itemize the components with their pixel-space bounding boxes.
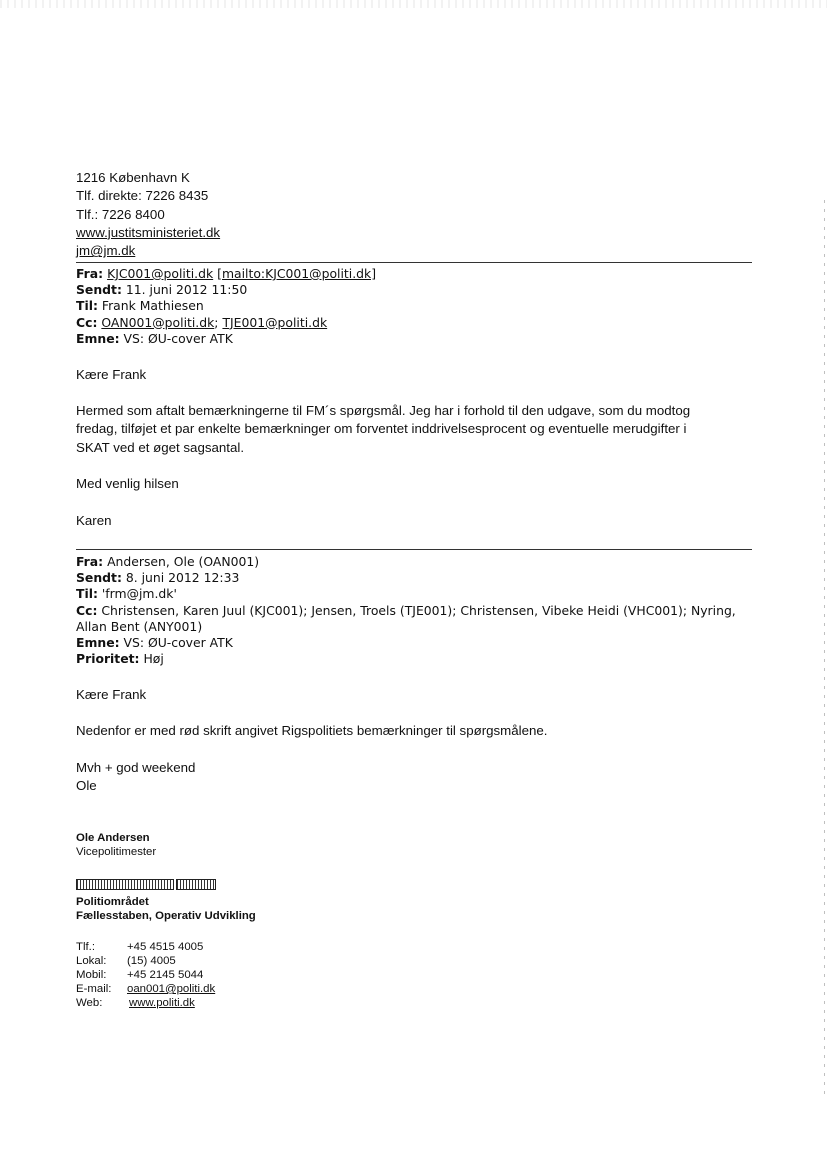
signature-web-link[interactable]: www.politi.dk xyxy=(129,997,195,1009)
separator-2 xyxy=(76,549,752,550)
closing-line-2: Ole xyxy=(76,778,97,794)
sent-value: 8. juni 2012 12:33 xyxy=(125,570,240,586)
email1-closing: Med venlig hilsen xyxy=(76,476,179,491)
to-label: Til: xyxy=(76,586,98,602)
from-address-link[interactable]: KJC001@politi.dk xyxy=(107,266,214,281)
phone-line: Tlf.: 7226 8400 xyxy=(76,206,165,222)
body-line-3: SKAT ved et øget sagsantal. xyxy=(76,439,245,455)
subject-label: Emne: xyxy=(76,330,120,346)
police-logo xyxy=(76,879,216,889)
top-signature xyxy=(76,169,220,260)
contact-email: E-mail: oan001@politi.dk xyxy=(76,983,216,995)
bottom-signature-org xyxy=(76,895,256,923)
email1-header xyxy=(76,266,376,347)
contact-list xyxy=(76,940,215,1010)
logo-left-block xyxy=(76,879,174,890)
contact-phone: Tlf.: +45 4515 4005 xyxy=(76,941,204,953)
mailto-link[interactable]: [mailto:KJC001@politi.dk] xyxy=(217,266,377,281)
cc-address-2-link[interactable]: TJE001@politi.dk xyxy=(222,314,328,330)
sent-label: Sendt: xyxy=(76,570,122,586)
cc-line-2: Allan Bent (ANY001) xyxy=(76,618,203,634)
from-label: Fra: xyxy=(76,554,104,569)
email1-signoff: Karen xyxy=(76,513,112,528)
body-line-2: fredag, tilføjet et par enkelte bemærkninger om forventet inddrivelsesprocent og eventuelle merudgifter i xyxy=(76,421,687,437)
to-value: Frank Mathiesen xyxy=(101,298,204,314)
cc-label: Cc: xyxy=(76,602,98,618)
from-value: Andersen, Ole (OAN001) xyxy=(107,554,260,569)
from-label: Fra: xyxy=(76,266,104,281)
contact-local: Lokal: (15) 4005 xyxy=(76,955,176,967)
separator-1 xyxy=(76,262,752,263)
subject-value: VS: ØU-cover ATK xyxy=(123,635,233,651)
cc-separator: ; xyxy=(214,314,219,330)
subject-value: VS: ØU-cover ATK xyxy=(123,330,233,346)
address-line: 1216 København K xyxy=(76,170,190,185)
to-value: 'frm@jm.dk' xyxy=(101,586,177,602)
email2-closing xyxy=(76,759,195,796)
unit-name: Fællesstaben, Operativ Udvikling xyxy=(76,910,256,922)
email1-body xyxy=(76,402,690,457)
email-link[interactable]: jm@jm.dk xyxy=(76,243,136,259)
closing-line-1: Mvh + god weekend xyxy=(76,760,196,775)
cc-label: Cc: xyxy=(76,314,98,330)
org-name: Politiområdet xyxy=(76,896,149,908)
email2-header xyxy=(76,554,736,667)
to-label: Til: xyxy=(76,298,98,314)
cc-line-1: Christensen, Karen Juul (KJC001); Jensen, Troels (TJE001); Christensen, Vibeke Heidi (VHC001); Nyring, xyxy=(101,602,736,618)
subject-label: Emne: xyxy=(76,635,120,651)
contact-web: Web: www.politi.dk xyxy=(76,997,195,1009)
signer-title: Vicepolitimester xyxy=(76,846,157,858)
contact-mobile: Mobil: +45 2145 5044 xyxy=(76,969,204,981)
body-line-1: Hermed som aftalt bemærkningerne til FM´s spørgsmål. Jeg har i forhold til den udgave, som du modtog xyxy=(76,403,691,418)
priority-value: Høj xyxy=(143,651,164,667)
bottom-signature-name xyxy=(76,831,156,859)
signature-email-link[interactable]: oan001@politi.dk xyxy=(127,983,216,995)
scan-edge xyxy=(824,200,825,1100)
email2-greeting: Kære Frank xyxy=(76,687,147,702)
sent-label: Sendt: xyxy=(76,282,122,298)
cc-address-1-link[interactable]: OAN001@politi.dk xyxy=(101,314,215,330)
website-link[interactable]: www.justitsministeriet.dk xyxy=(76,224,221,240)
priority-label: Prioritet: xyxy=(76,651,140,667)
email1-greeting: Kære Frank xyxy=(76,367,147,382)
direct-phone-line: Tlf. direkte: 7226 8435 xyxy=(76,188,209,204)
scan-noise xyxy=(0,0,827,8)
signer-name: Ole Andersen xyxy=(76,832,150,844)
sent-value: 11. juni 2012 11:50 xyxy=(125,282,248,298)
email2-body: Nedenfor er med rød skrift angivet Rigspolitiets bemærkninger til spørgsmålene. xyxy=(76,723,548,738)
logo-right-block xyxy=(176,879,216,890)
